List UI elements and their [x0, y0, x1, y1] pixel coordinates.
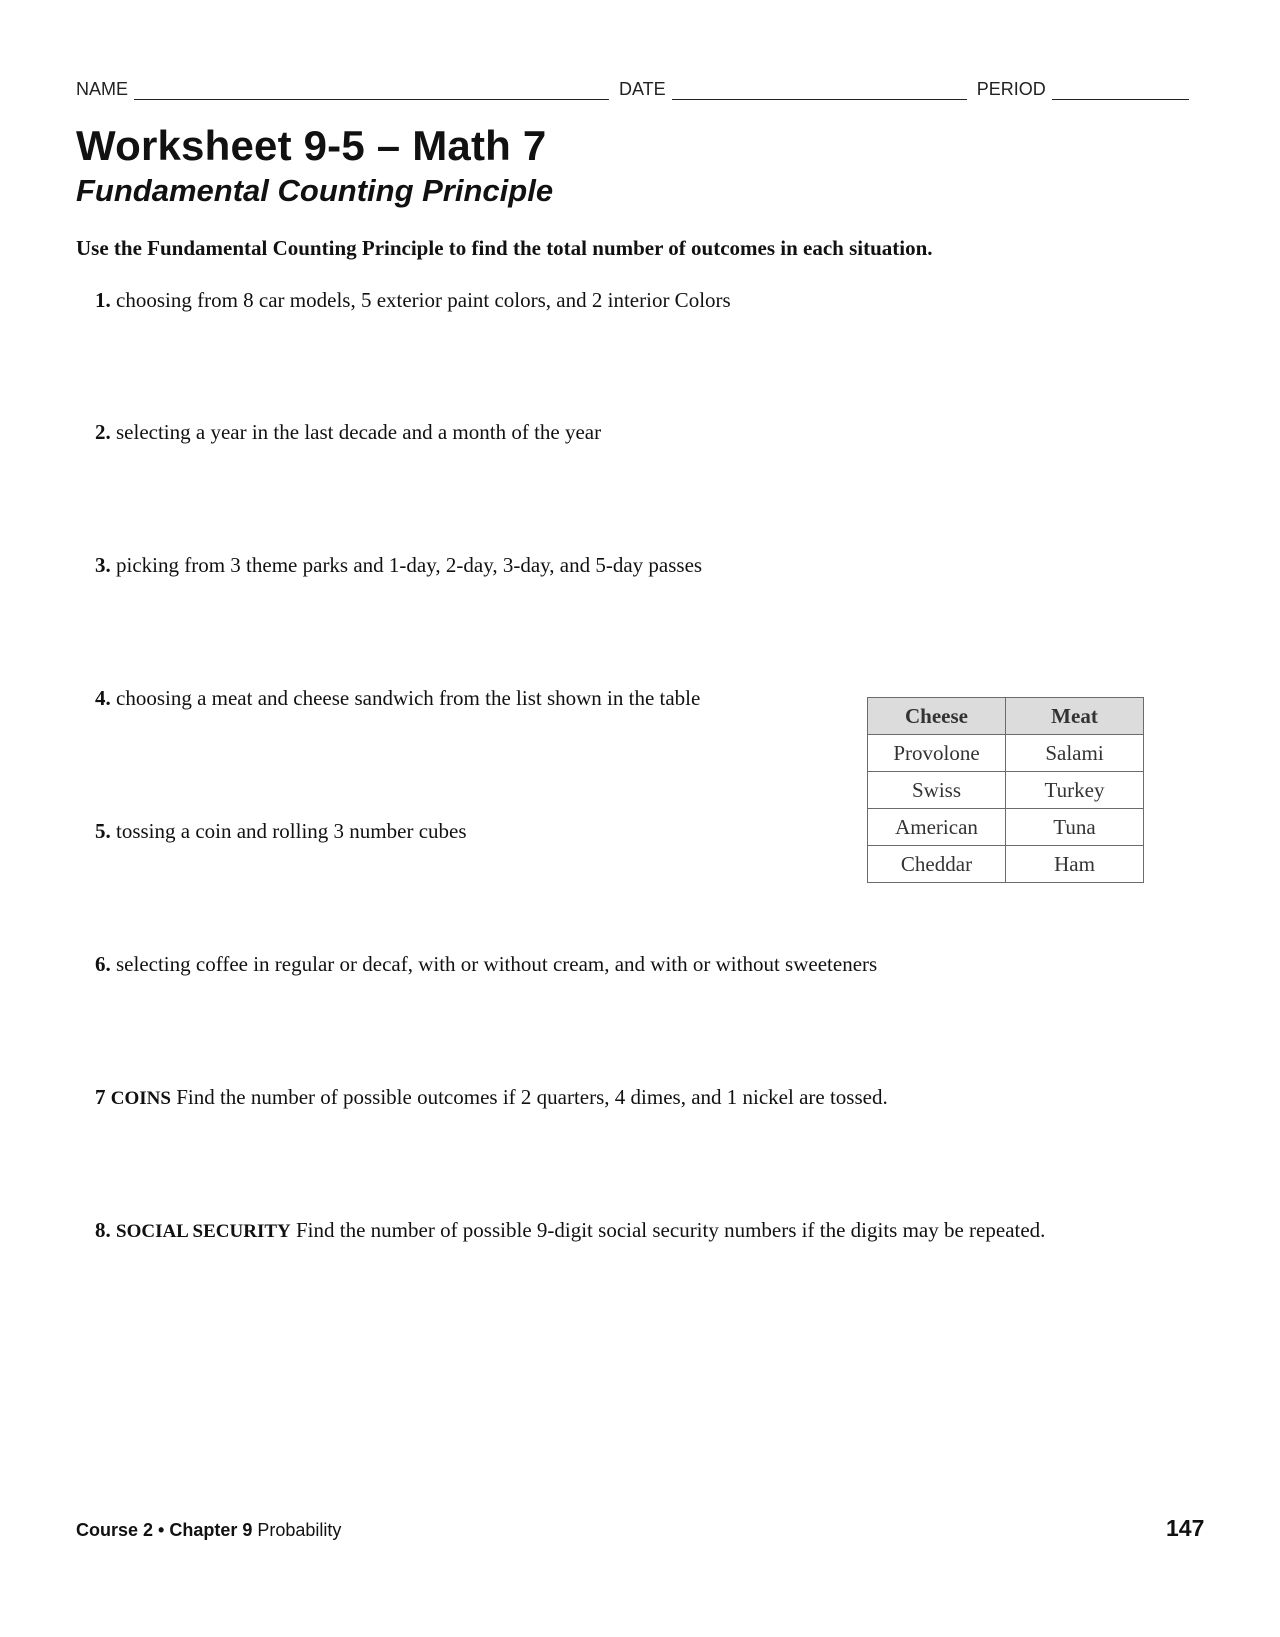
problem-text: choosing a meat and cheese sandwich from the list shown in the table [116, 686, 701, 710]
footer-topic: Probability [257, 1520, 342, 1540]
problem-8 [95, 1218, 1045, 1243]
period-label: PERIOD [976, 79, 1046, 99]
problem-text: selecting a year in the last decade and a month of the year [116, 420, 602, 444]
problem-text: selecting coffee in regular or decaf, with or without cream, and with or without sweeteners [116, 952, 878, 976]
name-label: NAME [76, 79, 129, 99]
problem-number: 7 [95, 1085, 106, 1109]
worksheet-title: Worksheet 9-5 – Math 7 [76, 122, 547, 169]
problem-5 [95, 819, 467, 844]
meat-cell: Tuna [1006, 809, 1144, 846]
table-row [868, 809, 1144, 846]
cheese-cell: American [868, 809, 1006, 846]
problem-number: 5. [95, 819, 111, 843]
worksheet-subtitle: Fundamental Counting Principle [76, 173, 554, 208]
problem-number: 3. [95, 553, 111, 577]
problem-6 [95, 952, 877, 977]
cheese-cell: Swiss [868, 772, 1006, 809]
problem-text: choosing from 8 car models, 5 exterior paint colors, and 2 interior Colors [116, 288, 731, 312]
meat-cell: Ham [1006, 846, 1144, 883]
footer-course: Course 2 • Chapter 9 [76, 1520, 253, 1540]
column-header-cheese: Cheese [868, 698, 1006, 735]
student-info-line [76, 74, 1211, 100]
table-row [868, 772, 1144, 809]
problem-number: 1. [95, 288, 111, 312]
problem-number: 4. [95, 686, 111, 710]
footer-course-info [76, 1520, 341, 1541]
problem-2 [95, 420, 601, 445]
problem-7 [95, 1085, 888, 1110]
problem-number: 2. [95, 420, 111, 444]
problem-4 [95, 686, 700, 711]
period-blank[interactable] [1052, 81, 1189, 100]
problem-number: 8. [95, 1218, 111, 1242]
date-blank[interactable] [672, 81, 967, 100]
table-row [868, 846, 1144, 883]
problem-text: tossing a coin and rolling 3 number cubes [116, 819, 467, 843]
column-header-meat: Meat [1006, 698, 1144, 735]
cheese-meat-table [867, 697, 1144, 883]
cheese-cell: Provolone [868, 735, 1006, 772]
meat-cell: Turkey [1006, 772, 1144, 809]
table-header-row [868, 698, 1144, 735]
cheese-cell: Cheddar [868, 846, 1006, 883]
problem-topic: COINS [110, 1088, 171, 1109]
problem-3 [95, 553, 702, 578]
instructions: Use the Fundamental Counting Principle to find the total number of outcomes in each situation. [76, 236, 933, 260]
page-number: 147 [1166, 1515, 1205, 1541]
problem-text: picking from 3 theme parks and 1-day, 2-day, 3-day, and 5-day passes [116, 553, 703, 577]
problem-number: 6. [95, 952, 111, 976]
name-blank[interactable] [134, 81, 609, 100]
problem-1 [95, 288, 731, 313]
problem-topic: SOCIAL SECURITY [116, 1221, 291, 1242]
date-label: DATE [619, 79, 666, 99]
table-row [868, 735, 1144, 772]
problem-text: Find the number of possible outcomes if 2 quarters, 4 dimes, and 1 nickel are tossed. [176, 1085, 888, 1109]
problem-text: Find the number of possible 9-digit social security numbers if the digits may be repeated. [296, 1218, 1046, 1242]
meat-cell: Salami [1006, 735, 1144, 772]
